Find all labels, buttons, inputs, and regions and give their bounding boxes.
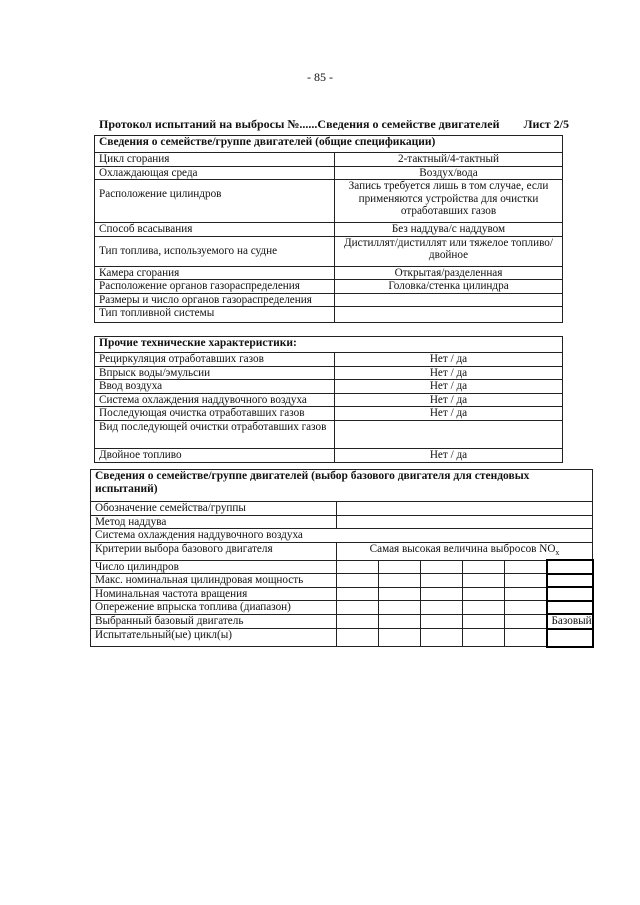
- spec-value: Запись требуется лишь в том случае, если применяются устройства для очистки отработавших газов: [335, 180, 563, 223]
- row-label: Система охлаждения наддувочного воздуха: [91, 529, 593, 543]
- base-engine-title: Сведения о семействе/группе двигателей (выбор базового двигателя для стендовых испытаний): [91, 470, 593, 502]
- protocol-title: Протокол испытаний на выбросы №......Сведения о семействе двигателей: [99, 117, 500, 131]
- spec-value: 2-тактный/4-тактный: [335, 153, 563, 167]
- other-specs-title: Прочие технические характеристики:: [95, 337, 563, 353]
- spec-label: Расположение органов газораспределения: [95, 280, 335, 294]
- spec-label: Двойное топливо: [95, 448, 335, 462]
- row-label: Номинальная частота вращения: [91, 587, 337, 601]
- spec-value: Воздух/вода: [335, 166, 563, 180]
- spec-value: Головка/стенка цилиндра: [335, 280, 563, 294]
- protocol-header: [99, 117, 569, 132]
- spec-value: Без наддува/с наддувом: [335, 223, 563, 237]
- spec-value: Дистиллят/дистиллят или тяжелое топливо/двойное: [335, 236, 563, 266]
- row-label: Метод наддува: [91, 515, 337, 529]
- spec-label: Цикл сгорания: [95, 153, 335, 167]
- spec-label: Ввод воздуха: [95, 380, 335, 394]
- spec-label: Рециркуляция отработавших газов: [95, 353, 335, 367]
- other-specs-table: [94, 336, 563, 463]
- row-label: Число цилиндров: [91, 560, 337, 574]
- base-engine-table: [90, 469, 594, 648]
- spec-label: Охлаждающая среда: [95, 166, 335, 180]
- page-number: - 85 -: [307, 70, 333, 84]
- spec-label: Тип топливной системы: [95, 307, 335, 323]
- general-specs-title: Сведения о семействе/группе двигателей (общие спецификации): [95, 136, 563, 153]
- row-label: Обозначение семейства/группы: [91, 502, 337, 516]
- spec-label: Система охлаждения наддувочного воздуха: [95, 393, 335, 407]
- spec-value: Нет / да: [335, 366, 563, 380]
- base-engine-cell: Базовый: [547, 614, 593, 629]
- spec-label: Расположение цилиндров: [95, 180, 335, 223]
- row-label: Опережение впрыска топлива (диапазон): [91, 601, 337, 615]
- spec-value: Нет / да: [335, 407, 563, 421]
- spec-label: Впрыск воды/эмульсии: [95, 366, 335, 380]
- spec-value: Нет / да: [335, 353, 563, 367]
- row-value: [337, 502, 593, 516]
- spec-label: Последующая очистка отработавших газов: [95, 407, 335, 421]
- row-label: Макс. номинальная цилиндровая мощность: [91, 574, 337, 588]
- spec-value: Нет / да: [335, 393, 563, 407]
- spec-value: [335, 293, 563, 307]
- spec-value: Открытая/разделенная: [335, 266, 563, 280]
- spec-value: Нет / да: [335, 448, 563, 462]
- spec-label: Камера сгорания: [95, 266, 335, 280]
- spec-label: Размеры и число органов газораспределения: [95, 293, 335, 307]
- row-label: Испытательный(ые) цикл(ы): [91, 629, 337, 647]
- spec-value: Нет / да: [335, 380, 563, 394]
- general-specs-table: [94, 135, 563, 323]
- spec-label: Тип топлива, используемого на судне: [95, 236, 335, 266]
- sheet-number: Лист 2/5: [523, 117, 569, 131]
- spec-value: [335, 307, 563, 323]
- row-label: Выбранный базовый двигатель: [91, 614, 337, 629]
- spec-label: Вид последующей очистки отработавших газов: [95, 420, 335, 448]
- spec-label: Способ всасывания: [95, 223, 335, 237]
- row-label: Критерии выбора базового двигателя: [91, 542, 337, 560]
- criteria-value: Самая высокая величина выбросов $NO_x$: [337, 542, 593, 560]
- row-value: [337, 515, 593, 529]
- spec-value: [335, 420, 563, 448]
